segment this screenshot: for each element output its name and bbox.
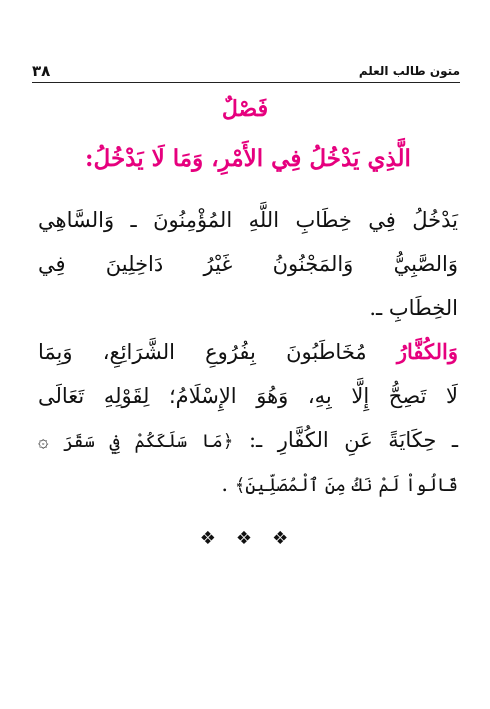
- paragraph-2: [38, 330, 458, 506]
- diamond-ornament-icon: ❖: [235, 528, 255, 549]
- quran-verse-part-1: ﴿مَا سَلَكَكُمْ فِي سَقَرَ ۞: [38, 431, 234, 452]
- section-divider: [0, 528, 490, 549]
- page-number: ٣٨: [32, 62, 51, 80]
- diamond-ornament-icon: ❖: [272, 528, 291, 549]
- paragraph-2-line-1-rest: مُخَاطَبُونَ بِفُرُوعِ الشَّرَائِعِ، وَبِمَا: [38, 340, 367, 364]
- paragraph-2-line-4: [38, 462, 458, 506]
- section-title: فَصْلٌ: [221, 96, 269, 122]
- paragraph-1-line-1: يَدْخُلُ فِي خِطَابِ اللَّهِ المُؤْمِنُونَ ـ وَالسَّاهِي: [38, 208, 458, 232]
- paragraph-2-line-3: [38, 418, 458, 462]
- paragraph-2-line-3-text: ـ حِكَايَةً عَنِ الكُفَّارِ ـ:: [248, 428, 459, 452]
- quran-verse-part-2: قَالُواْ لَمْ نَكُ مِنَ ٱلْمُصَلِّينَ﴾: [234, 475, 458, 496]
- paragraph-2-line-1: [38, 330, 458, 374]
- kuffar-highlight: وَالكُفَّارُ: [396, 339, 458, 364]
- paragraph-2-line-2: لَا تَصِحُّ إِلَّا بِهِ، وَهُوَ الإِسْلَامُ؛ لِقَوْلِهِ تَعَالَى: [38, 384, 458, 408]
- paragraph-1-line-2: وَالصَّبِيُّ وَالمَجْنُونُ غَيْرُ دَاخِلِينَ فِي: [38, 252, 458, 276]
- paragraph-1: [38, 198, 458, 330]
- diamond-ornament-icon: ❖: [199, 528, 218, 549]
- book-title: متون طالب العلم: [358, 64, 460, 78]
- chapter-title: الَّذِي يَدْخُلُ فِي الأَمْرِ، وَمَا لَا يَدْخُلُ:: [85, 145, 411, 172]
- page-header: [32, 60, 460, 83]
- paragraph-1-line-3: الخِطَابِ ـ.: [369, 296, 458, 320]
- paragraph-2-line-4-end: .: [221, 472, 229, 496]
